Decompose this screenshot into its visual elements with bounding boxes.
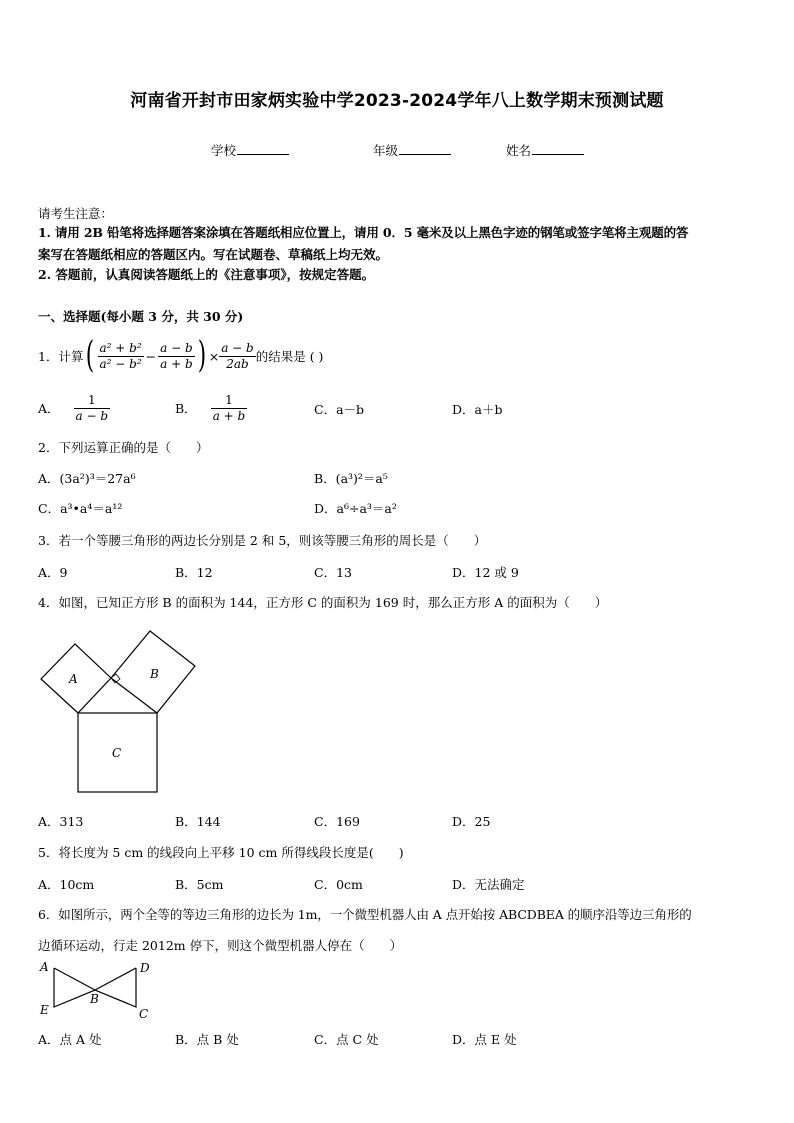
q6-triangles-figure [38,958,158,1022]
q1-prefix: 1．计算 [38,349,84,364]
q1-option-a[interactable] [38,389,110,427]
question-4-stem: 4．如图，已知正方形 B 的面积为 144，正方形 C 的面积为 169 时，那么正方形 A 的面积为（ ） [38,595,608,610]
question-6-stem-line-1: 6．如图所示，两个全等的等边三角形的边长为 1m，一个微型机器人由 A 点开始按 ABCDBEA 的顺序沿等边三角形的 [38,907,692,922]
notice-heading: 请考生注意： [38,206,114,221]
q2-option-a[interactable]: A．(3a²)³＝27a⁶ [38,471,136,486]
fraction-denominator: a + b [212,408,246,423]
fraction-numerator: a − b [221,340,254,355]
q2-option-c[interactable]: C．a³•a⁴＝a¹² [38,501,123,516]
q1-fraction-2 [158,341,195,372]
question-1-stem [38,333,323,379]
triangle-abe [54,968,95,1007]
label-e: E [40,1003,49,1017]
question-2-stem: 2．下列运算正确的是（ ） [38,440,209,455]
left-paren: ( [86,335,95,376]
q3-option-a[interactable]: A．9 [38,565,68,580]
school-label: 学校 [211,143,237,158]
grade-field[interactable] [373,141,451,159]
q5-option-b[interactable]: B．5cm [175,877,224,892]
name-field[interactable] [506,141,584,159]
q4-option-d[interactable]: D．25 [452,814,491,829]
q6-option-b[interactable]: B．点 B 处 [175,1032,239,1047]
notice-line-2: 2. 答题前，认真阅读答题纸上的《注意事项》，按规定答题。 [38,267,375,282]
grade-blank[interactable] [399,142,451,155]
section-heading: 一、选择题(每小题 3 分，共 30 分) [38,309,244,324]
label-d: D [140,961,150,975]
fraction-numerator: a − b [160,340,193,355]
school-field[interactable] [211,141,289,159]
label-a: A [69,672,78,686]
option-fraction [211,393,248,424]
minus-sign: − [145,348,157,364]
label-b: B [90,992,99,1006]
fraction-numerator: 1 [87,392,96,407]
option-label: B． [175,401,197,416]
q1-option-d[interactable]: D．a＋b [452,402,503,417]
fraction-numerator: 1 [225,392,233,407]
fraction-denominator: a − b [75,408,109,423]
label-c: C [112,746,122,760]
q6-option-c[interactable]: C．点 C 处 [314,1032,379,1047]
q4-option-b[interactable]: B．144 [175,814,221,829]
fraction-denominator: 2ab [219,356,256,372]
right-paren: ) [197,335,206,376]
notice-line-1: 1. 请用 2B 铅笔将选择题答案涂填在答题纸相应位置上，请用 0．5 毫米及以上黑色字迹的钢笔或签字笔将主观题的答 [38,225,689,240]
fraction-numerator: a² + b² [99,340,142,355]
times-sign: × [208,348,220,364]
question-3-stem: 3．若一个等腰三角形的两边长分别是 2 和 5，则该等腰三角形的周长是（ ） [38,533,487,548]
fraction-denominator: a² − b² [99,356,142,371]
q3-option-b[interactable]: B．12 [175,565,213,580]
q1-fraction-3 [219,341,256,372]
q5-option-c[interactable]: C．0cm [314,877,363,892]
q1-fraction-1 [98,341,144,372]
option-label: A． [38,401,60,416]
q1-option-b[interactable] [175,389,247,427]
q4-option-a[interactable]: A．313 [38,814,84,829]
name-blank[interactable] [532,142,584,155]
question-5-stem: 5．将长度为 5 cm 的线段向上平移 10 cm 所得线段长度是( ) [38,845,404,860]
label-a: A [40,960,49,974]
question-6-stem-line-2: 边循环运动，行走 2012m 停下，则这个微型机器人停在（ ） [38,938,403,953]
q4-squares-figure [38,625,198,821]
q2-option-b[interactable]: B．(a³)²＝a⁵ [314,471,388,486]
school-blank[interactable] [237,142,289,155]
q5-option-d[interactable]: D．无法确定 [452,877,525,892]
q4-option-c[interactable]: C．169 [314,814,360,829]
q2-option-d[interactable]: D．a⁶÷a³＝a² [314,501,397,516]
option-fraction [74,393,111,424]
label-b: B [150,667,159,681]
page-title: 河南省开封市田家炳实验中学2023-2024学年八上数学期末预测试题 [130,91,664,111]
name-label: 姓名 [506,143,532,158]
triangle-bdc [95,968,136,1007]
notice-line-1b: 案写在答题纸相应的答题区内。写在试题卷、草稿纸上均无效。 [38,247,389,262]
q1-option-c[interactable]: C．a－b [314,402,365,417]
q6-option-d[interactable]: D．点 E 处 [452,1032,517,1047]
q5-option-a[interactable]: A．10cm [38,877,95,892]
fraction-denominator: a + b [160,356,193,371]
q1-suffix: 的结果是 ( ) [255,349,324,364]
label-c: C [139,1007,149,1021]
grade-label: 年级 [373,143,399,158]
q3-option-c[interactable]: C．13 [314,565,352,580]
q6-option-a[interactable]: A．点 A 处 [38,1032,102,1047]
q3-option-d[interactable]: D．12 或 9 [452,565,519,580]
